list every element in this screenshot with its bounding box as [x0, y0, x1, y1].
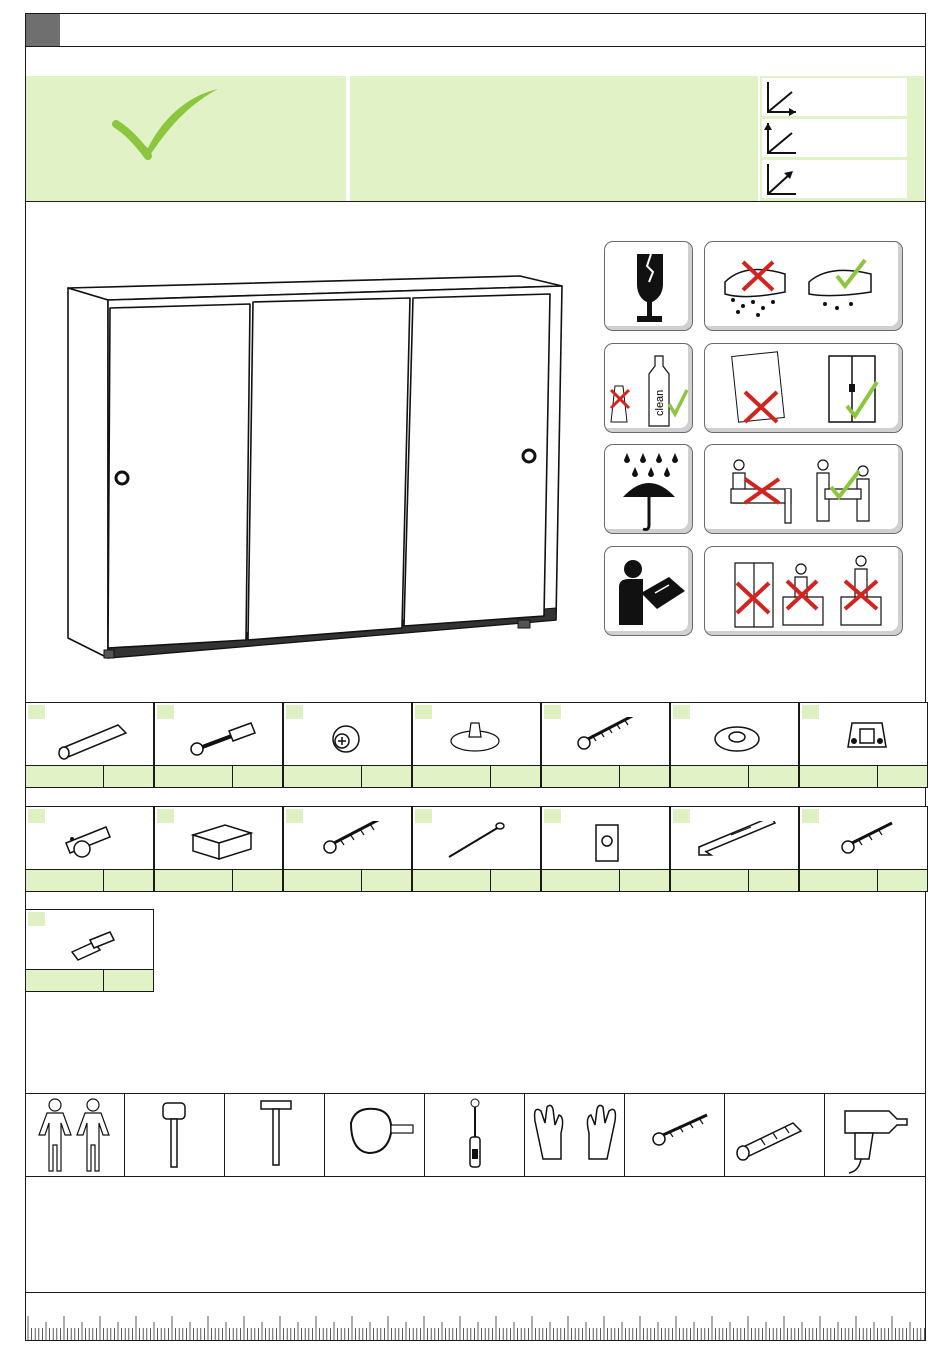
- door-guide-icon: [26, 821, 155, 871]
- warning-wet-cleaning: [704, 241, 903, 331]
- part-long-screw: [541, 702, 670, 788]
- square-pad-icon: [542, 821, 671, 871]
- keep-dry-icon: [605, 445, 693, 534]
- header-rule: [25, 46, 926, 47]
- sliding-door-cabinet-illustration: [60, 270, 570, 665]
- tool-hammer: [225, 1093, 325, 1176]
- hammer-icon: [225, 1093, 325, 1176]
- part-cam-bolt: [154, 702, 283, 788]
- ruler-scale: [26, 1310, 925, 1340]
- gloves-icon: [525, 1093, 625, 1176]
- tool-tape-measure: [325, 1093, 425, 1176]
- tool-screwdriver: [425, 1093, 525, 1176]
- axis-cell-3: [762, 160, 907, 198]
- tool-screw: [625, 1093, 725, 1176]
- warning-no-climbing: [704, 546, 903, 636]
- axis-diagonal-arrow-icon: [762, 160, 907, 198]
- warning-keep-dry: [604, 444, 693, 534]
- two-person-assembly-icon: [705, 445, 903, 534]
- axis-right-arrow-icon: [762, 78, 907, 116]
- warning-clean-product: [604, 343, 693, 433]
- header-bottom-rule: [25, 201, 926, 202]
- clean-label: clean: [654, 389, 666, 416]
- part-square-pad: [541, 806, 670, 892]
- checkmark-icon: [26, 76, 346, 201]
- wall-plug-icon: [725, 1093, 825, 1176]
- screwdriver-icon: [425, 1093, 525, 1176]
- dowel-icon: [26, 717, 155, 767]
- warning-two-person: [704, 444, 903, 534]
- part-washer: [670, 702, 799, 788]
- two-people-icon: [25, 1093, 125, 1176]
- adhesive-pad-icon: [413, 717, 542, 767]
- washer-icon: [671, 717, 800, 767]
- no-wet-cleaning-icon: [705, 242, 903, 331]
- part-short-screw: [799, 806, 928, 892]
- page-corner-marker: [26, 14, 60, 46]
- part-nail: [412, 806, 541, 892]
- approval-panel: [26, 76, 346, 201]
- tool-mallet: [125, 1093, 225, 1176]
- hinge-clip-icon: [800, 717, 929, 767]
- long-screw-icon: [542, 717, 671, 767]
- part-dowel: [25, 702, 154, 788]
- part-wood-screw: [283, 806, 412, 892]
- part-adhesive-pad: [412, 702, 541, 788]
- footer-rule: [25, 1292, 926, 1293]
- screw-icon: [625, 1093, 725, 1176]
- fragile-glass-icon: [605, 242, 693, 331]
- part-angle-bracket: [670, 806, 799, 892]
- part-foot-block: [154, 806, 283, 892]
- angle-bracket-icon: [671, 821, 800, 871]
- header-info-panel: [350, 76, 758, 201]
- axis-cell-2: [762, 119, 907, 157]
- tool-drill: [825, 1093, 925, 1176]
- part-cam-lock: [283, 702, 412, 788]
- wall-fixing-icon: [705, 344, 903, 433]
- warning-fragile: [604, 241, 693, 331]
- mallet-icon: [125, 1093, 225, 1176]
- nail-icon: [413, 821, 542, 871]
- shelf-pin-icon: [26, 924, 155, 974]
- short-screw-icon: [800, 821, 929, 871]
- tools-row: [25, 1093, 926, 1176]
- no-climbing-icon: [705, 547, 903, 636]
- clean-product-icon: [605, 344, 693, 433]
- warning-wall-fixing: [704, 343, 903, 433]
- foot-block-icon: [155, 821, 284, 871]
- drill-icon: [825, 1093, 925, 1176]
- tool-gloves: [525, 1093, 625, 1176]
- wood-screw-icon: [284, 821, 413, 871]
- tool-two-people: [25, 1093, 125, 1176]
- part-door-guide: [25, 806, 154, 892]
- tools-bottom-rule: [25, 1176, 926, 1177]
- tool-wall-plug: [725, 1093, 825, 1176]
- read-instructions-icon: [605, 547, 693, 636]
- cam-bolt-icon: [155, 717, 284, 767]
- cam-lock-icon: [284, 717, 413, 767]
- axis-cell-1: [762, 78, 907, 116]
- part-shelf-pin: [25, 909, 154, 992]
- axis-up-arrow-icon: [762, 119, 907, 157]
- warning-read-instructions: [604, 546, 693, 636]
- part-hinge-clip: [799, 702, 928, 788]
- tape-measure-icon: [325, 1093, 425, 1176]
